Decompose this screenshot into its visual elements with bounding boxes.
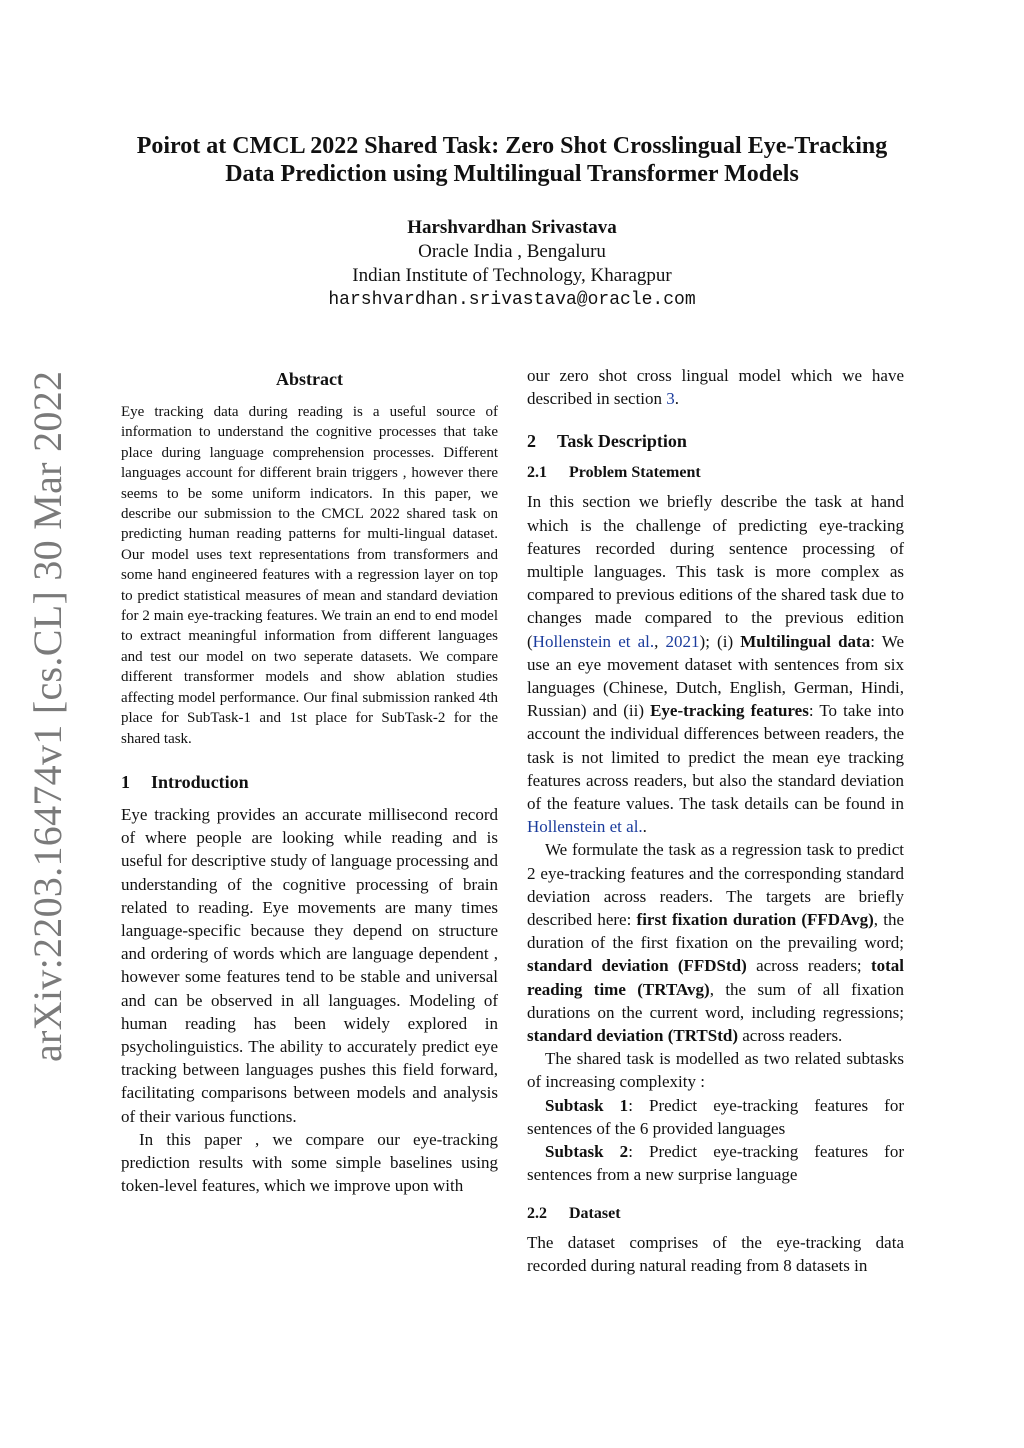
text-run: . (674, 389, 680, 409)
section-task-description-heading (527, 428, 904, 454)
text-run: ); (i) (699, 631, 741, 651)
subtask-text: : Predict eye-tracking features for sentences of the 6 provided languages (527, 1095, 904, 1138)
section-number: 1 (121, 771, 130, 792)
bold-term: first fixation duration (FFDAvg) (636, 910, 874, 930)
author-block (100, 216, 924, 312)
right-column (527, 364, 904, 1277)
paper-title-line-2: Data Prediction using Multilingual Transformer Models (225, 161, 799, 187)
subtask-2 (527, 1140, 904, 1186)
author-email: harshvardhan.srivastava@oracle.com (328, 290, 696, 310)
section-reference-link[interactable]: 3 (666, 389, 675, 409)
author-name: Harshvardhan Srivastava (407, 217, 617, 238)
section-number: 2 (527, 431, 536, 452)
section-title: Introduction (151, 771, 249, 792)
problem-paragraph-2 (527, 838, 904, 1047)
subtask-label: Subtask 1 (545, 1095, 629, 1115)
text-run: We formulate the task as a regression task to predict 2 eye-tracking features and the corresponding standard deviation across readers. The targets are briefly described here: (527, 840, 904, 930)
text-run: . (642, 817, 647, 837)
section-introduction-heading (121, 769, 498, 795)
subsection-number: 2.2 (527, 1204, 547, 1222)
citation-link[interactable]: Hollenstein et al. (527, 817, 643, 837)
bold-term: Multilingual data (740, 631, 871, 651)
subsection-dataset-heading (527, 1203, 904, 1225)
dataset-paragraph-1: The dataset comprises of the eye-tracking data recorded during natural reading from 8 datasets in (527, 1232, 904, 1275)
text-run: , the duration of the first fixation on the prevailing word; (527, 910, 904, 953)
arxiv-stamp: arXiv:2203.16474v1 [cs.CL] 30 Mar 2022 (25, 370, 70, 1062)
text-run: : We use an eye movement dataset with sentences from six languages (Chinese, Dutch, English, German, Hindi, Russian) and (ii) (527, 631, 904, 721)
text-run: across readers. (738, 1026, 843, 1046)
intro-paragraph-2: In this paper , we compare our eye-tracking prediction results with some simple baselines using token-level features, which we improve upon with (121, 1129, 498, 1196)
text-run: In this section we briefly describe the task at hand which is the challenge of predicting eye-tracking features recorded during sentence processing of multiple languages. This task is more complex as compared to previous editions of the shared task due to changes made compared to the previous edition ( (527, 492, 904, 651)
problem-paragraph-3: The shared task is modelled as two related subtasks of increasing complexity : (527, 1049, 904, 1092)
intro-paragraph-1: Eye tracking provides an accurate millisecond record of where people are looking while reading and is useful for descriptive study of language processing and understanding of the cognitive processing of brain related to reading. Eye movements are many times language-specific because they depend on structure and ordering of words which are language dependent , however some features tend to be stable and universal and can be observed in all languages. Modeling of human reading has been widely explored in psycholinguistics. The ability to accurately predict eye tracking between languages pushes this field forward, facilitating comparisons between models and analysis of their various functions. (121, 804, 498, 1126)
left-column (121, 364, 498, 1197)
text-run: our zero shot cross lingual model which we have described in section (527, 366, 904, 409)
subsection-title: Problem Statement (569, 464, 701, 482)
subtask-1 (527, 1094, 904, 1140)
subtask-text: : Predict eye-tracking features for sentences from a new surprise language (527, 1142, 904, 1185)
bold-term: standard deviation (TRTStd) (527, 1026, 738, 1046)
citation-link[interactable]: Hollenstein et al. (532, 631, 655, 651)
text-run: : To take into account the individual differences between readers, the task is not limited to predict the mean eye tracking features across readers, but also the standard deviation of the feature values. The task details can be found in (527, 701, 904, 814)
abstract-heading: Abstract (276, 369, 343, 389)
bold-term: Eye-tracking features (650, 701, 809, 721)
bold-term: standard deviation (FFDStd) (527, 956, 747, 976)
text-run: across readers; (746, 956, 871, 976)
subsection-title: Dataset (569, 1204, 621, 1222)
abstract-text: Eye tracking data during reading is a useful source of information to understand the cognitive processes that take place during language comprehension processes. Different languages account for different brain triggers , however there seems to be some uniform indicators. In this paper, we describe our submission to the CMCL 2022 shared task on predicting human reading patterns for multi-lingual dataset. Our model uses text representations from transformers and some hand engineered features with a regression layer on top to predict statistical measures of mean and standard deviation for 2 main eye-tracking features. We train an end to end model to extract meaningful information from different languages and test our model on two seperate datasets. We compare different transformer models and show ablation studies affecting model performance. Our final submission ranked 4th place for SubTask-1 and 1st place for SubTask-2 for the shared task. (121, 404, 498, 747)
paper-title (100, 132, 924, 188)
subtask-label: Subtask 2 (545, 1142, 629, 1162)
citation-year-link[interactable]: 2021 (665, 631, 700, 651)
subsection-number: 2.1 (527, 464, 547, 482)
subsection-problem-statement-heading (527, 462, 904, 484)
section-title: Task Description (557, 431, 687, 452)
intro-paragraph-2-continued (527, 364, 904, 410)
text-run: , (654, 631, 666, 651)
text-run: , the sum of all fixation durations on the current word, including regressions; (527, 979, 904, 1022)
bold-term: total reading time (TRTAvg) (527, 956, 904, 999)
author-affiliation-1: Oracle India , Bengaluru (418, 241, 606, 262)
paper-title-line-1: Poirot at CMCL 2022 Shared Task: Zero Shot Crosslingual Eye-Tracking (136, 133, 888, 159)
problem-paragraph-1 (527, 490, 904, 838)
author-affiliation-2: Indian Institute of Technology, Kharagpur (352, 265, 672, 286)
